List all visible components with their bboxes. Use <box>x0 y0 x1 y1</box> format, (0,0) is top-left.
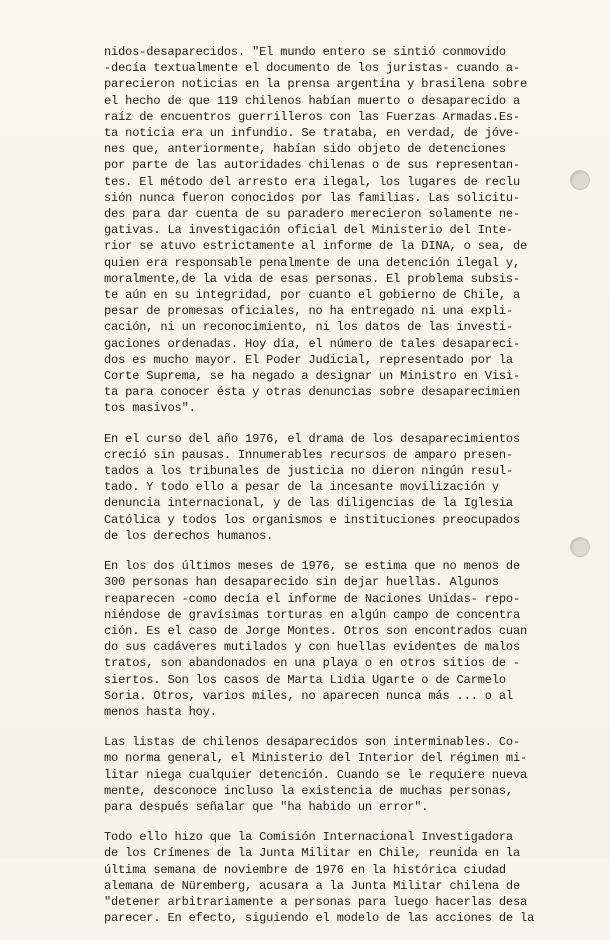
text-line: ción. Es el caso de Jorge Montes. Otros son encontrados cuan <box>104 623 528 638</box>
text-line: siertos. Son los casos de Marta Lidia Ugarte o de Carmelo <box>104 672 506 687</box>
text-line: do sus cadáveres mutilados y con huellas evidentes de malos <box>104 640 521 655</box>
text-line: Todo ello hizo que la Comisión Internacional Investigadora <box>104 830 513 845</box>
text-line: mo norma general, el Ministerio del Interior del régimen mi- <box>104 751 528 766</box>
text-line: ta noticia era un infundio. Se trataba, en verdad, de jóve- <box>104 126 521 141</box>
text-line: parecieron noticias en la prensa argentina y brasilena sobre <box>104 77 528 92</box>
text-line: tes. El método del arresto era ilegal, los lugares de reclu <box>104 174 521 189</box>
text-line: denuncia internacional, y de las diligencias de la Iglesia <box>104 496 513 511</box>
text-line: cación, ni un reconocimiento, ni los datos de las investi- <box>104 320 513 335</box>
text-line: nes que, anteriormente, habían sido objeto de detenciones <box>104 142 506 157</box>
text-line: des para dar cuenta de su paradero merecieron solamente ne- <box>104 207 521 222</box>
text-line: niéndose de gravísimas torturas en algún campo de concentra <box>104 607 521 622</box>
text-line: de los Crímenes de la Junta Militar en Chile, reunida en la <box>104 846 521 861</box>
text-line: reaparecen -como decía el informe de Naciones Unidas- repo- <box>104 591 521 606</box>
text-line: quien era responsable penalmente de una detención ilegal y, <box>104 255 521 270</box>
text-line: moralmente,de la vida de esas personas. El problema subsis- <box>104 271 521 286</box>
punch-hole-top <box>570 170 590 190</box>
paragraph-3 <box>104 558 564 720</box>
text-line: En los dos últimos meses de 1976, se estima que no menos de <box>104 559 521 574</box>
text-line: 300 personas han desaparecido sin dejar huellas. Algunos <box>104 575 499 590</box>
text-line: por parte de las autoridades chilenas o de sus representan- <box>104 158 521 173</box>
text-line: -decía textualmente el documento de los juristas- cuando a- <box>104 61 521 76</box>
text-line: parecer. En efecto, siguiendo el modelo de las acciones de la <box>104 911 535 926</box>
punch-hole-bottom <box>570 537 590 557</box>
text-line: el hecho de que 119 chilenos habían muerto o desaparecido a <box>104 93 521 108</box>
text-line: En el curso del año 1976, el drama de los desaparecimientos <box>104 431 521 446</box>
paragraph-4 <box>104 734 564 815</box>
text-line: "detener arbitrariamente a personas para luego hacerlas desa <box>104 894 528 909</box>
text-line: dos es mucho mayor. El Poder Judicial, representado por la <box>104 352 513 367</box>
text-line: última semana de noviembre de 1976 en la histórica ciudad <box>104 862 506 877</box>
text-line: tado. Y todo ello a pesar de la incesante movilización y <box>104 480 499 495</box>
text-line: para después señalar que "ha habido un error". <box>104 799 429 814</box>
text-line: menos hasta hoy. <box>104 704 217 719</box>
text-line: de los derechos humanos. <box>104 528 274 543</box>
text-line: raíz de encuentros guerrilleros con las Fuerzas Armadas.Es- <box>104 109 521 124</box>
document-body <box>104 44 564 940</box>
text-line: Católica y todos los organismos e instituciones preocupados <box>104 512 521 527</box>
text-line: alemana de Nüremberg, acusara a la Junta Militar chilena de <box>104 878 521 893</box>
text-line: sión nunca fueron conocidos por las familias. Las solicitu- <box>104 190 521 205</box>
paragraph-2 <box>104 431 564 544</box>
text-line: pesar de promesas oficiales, no ha entregado ni una expli- <box>104 304 513 319</box>
text-line: litar niega cualquier detención. Cuando se le requiere nueva <box>104 767 528 782</box>
text-line: mente, desconoce incluso la existencia de muchas personas, <box>104 783 513 798</box>
text-line: tratos, son abandonados en una playa o en otros sitios de - <box>104 656 521 671</box>
text-line: tados a los tribunales de justicia no dieron ningún resul- <box>104 464 513 479</box>
text-line: te aún en su integridad, por cuanto el gobierno de Chile, a <box>104 288 521 303</box>
text-line: Las listas de chilenos desaparecidos son interminables. Co- <box>104 735 521 750</box>
text-line: creció sin pausas. Innumerables recursos de amparo presen- <box>104 447 513 462</box>
text-line: rior se atuvo estrictamente al informe de la DINA, o sea, de <box>104 239 528 254</box>
text-line: Corte Suprema, se ha negado a designar un Ministro en Visi- <box>104 369 521 384</box>
paragraph-1 <box>104 44 564 417</box>
text-line: nidos-desaparecidos. "El mundo entero se sintió conmovido <box>104 45 506 59</box>
text-line: gativas. La investigación oficial del Ministerio del Inte- <box>104 223 513 238</box>
text-line: Soria. Otros, varios miles, no aparecen nunca más ... o al <box>104 688 513 703</box>
text-line: ta para conocer ésta y otras denuncias sobre desaparecimien <box>104 385 521 400</box>
text-line: tos masivos". <box>104 401 196 416</box>
text-line: gaciones ordenadas. Hoy día, el número de tales desapareci- <box>104 336 521 351</box>
paragraph-5 <box>104 829 564 926</box>
